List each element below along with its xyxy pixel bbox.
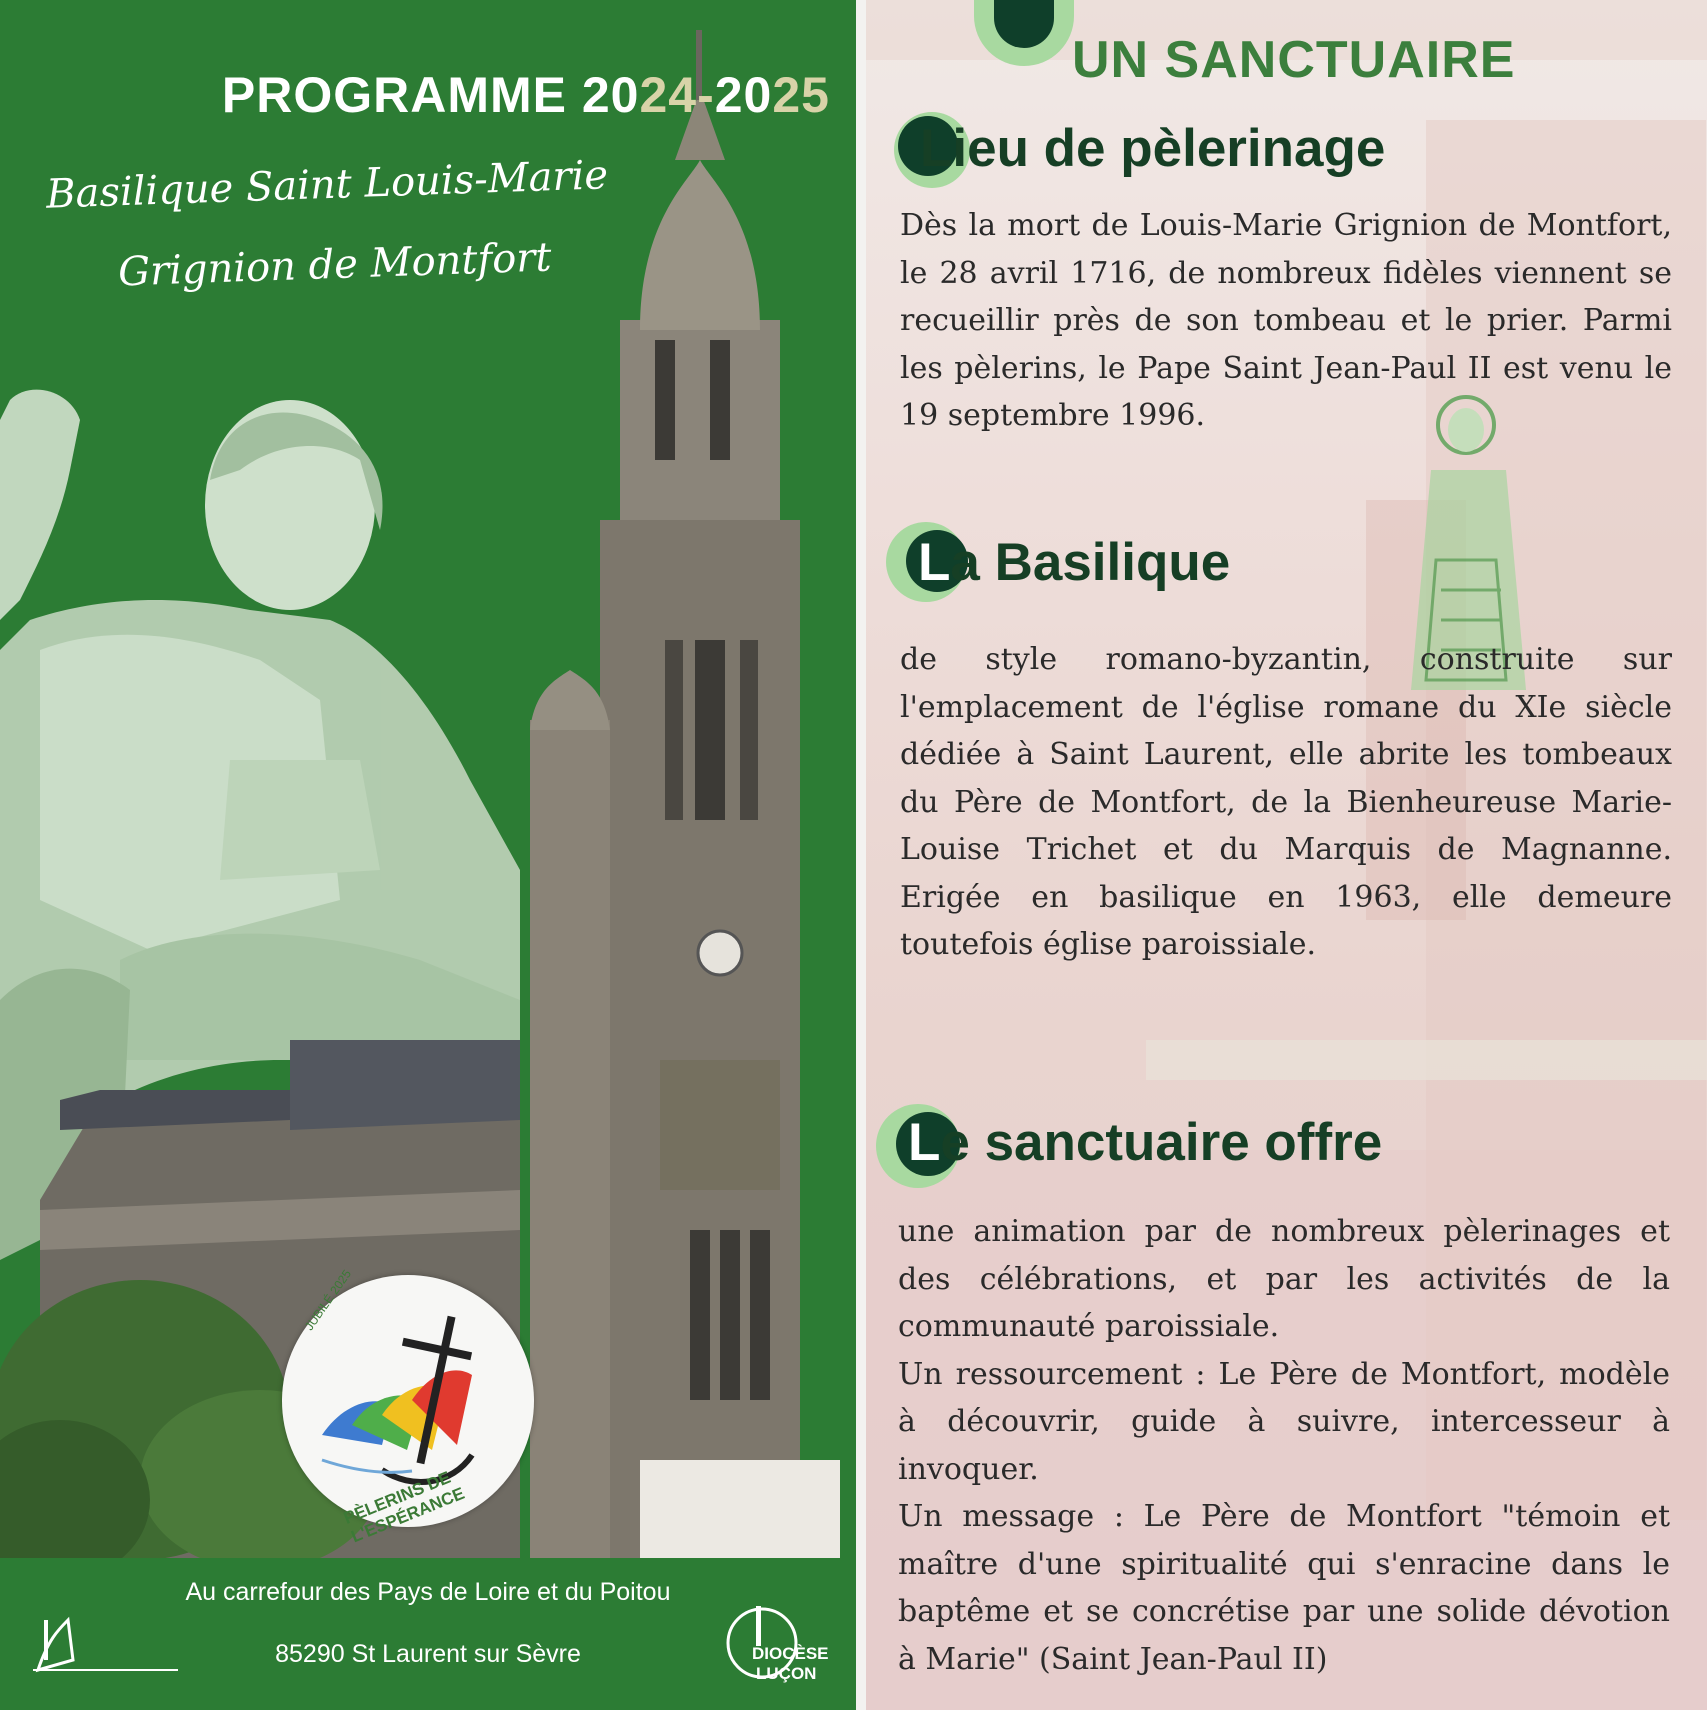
diocese-logo-text1: DIOCÈSE xyxy=(752,1644,829,1663)
footer-address: 85290 St Laurent sur Sèvre xyxy=(275,1640,581,1668)
offre-paragraph-2: Un ressourcement : Le Père de Montfort, modèle à découvrir, guide à suivre, intercesseur à invoquer. xyxy=(898,1356,1670,1487)
bell-tower xyxy=(530,30,840,1558)
heading-lieu-de-pelerinage: Lieu de pèlerinage xyxy=(920,119,1386,178)
offre-paragraph-1: une animation par de nombreux pèlerinages et des célébrations, et par les activités de la communauté paroissiale. xyxy=(898,1214,1670,1344)
paragraph-lieu: Dès la mort de Louis-Marie Grignion de Montfort, le 28 avril 1716, de nombreux fidèles viennent se recueillir près de son tombeau et le prier. Parmi les pèlerins, le Pape Saint Jean-Paul II est venu le 19 septembre 1996. xyxy=(900,208,1672,433)
sanctuary-panel xyxy=(866,0,1707,1710)
offre-paragraph-3: Un message : Le Père de Montfort "témoin et maître d'une spiritualité qui s'enracine dans le baptême et se concrétise par une solide dévotion à Marie" (Saint Jean-Paul II) xyxy=(898,1499,1670,1677)
footer-band xyxy=(0,1558,856,1710)
diocese-logo-text2: LUÇON xyxy=(756,1664,817,1683)
subtitle-line1: Basilique Saint Louis-Marie xyxy=(45,152,609,218)
programme-title: PROGRAMME 2024-2025 xyxy=(221,67,830,123)
fold-gap xyxy=(856,0,866,1710)
jubilee-bottom-label: PÈLERINS DE L'ESPÉRANCE xyxy=(341,1467,468,1547)
basilica-logo-icon xyxy=(28,1600,188,1680)
section-title: UN SANCTUAIRE xyxy=(1072,31,1516,89)
footer-tagline: Au carrefour des Pays de Loire et du Poitou xyxy=(185,1578,671,1606)
jubilee-top-label: JUBILÉ 2025 xyxy=(302,1267,355,1334)
jubilee-badge xyxy=(282,1267,534,1547)
heading-la-basilique: La Basilique xyxy=(918,533,1231,592)
subtitle-line2: Grignion de Montfort xyxy=(117,234,553,296)
paragraph-basilique: de style romano-byzantin, construite sur l'emplacement de l'église romane du XIe siècle dédiée à Saint Laurent, elle abrite les tombeaux du Père de Montfort, de la Bienheureuse Marie-Louise Trichet et du Marquis de Magnanne. Erigée en basilique en 1963, elle demeure toutefois église paroissiale. xyxy=(900,642,1672,962)
heading-le-sanctuaire-offre: Le sanctuaire offre xyxy=(908,1113,1383,1172)
paragraph-sanctuaire-offre xyxy=(898,1208,1670,1683)
